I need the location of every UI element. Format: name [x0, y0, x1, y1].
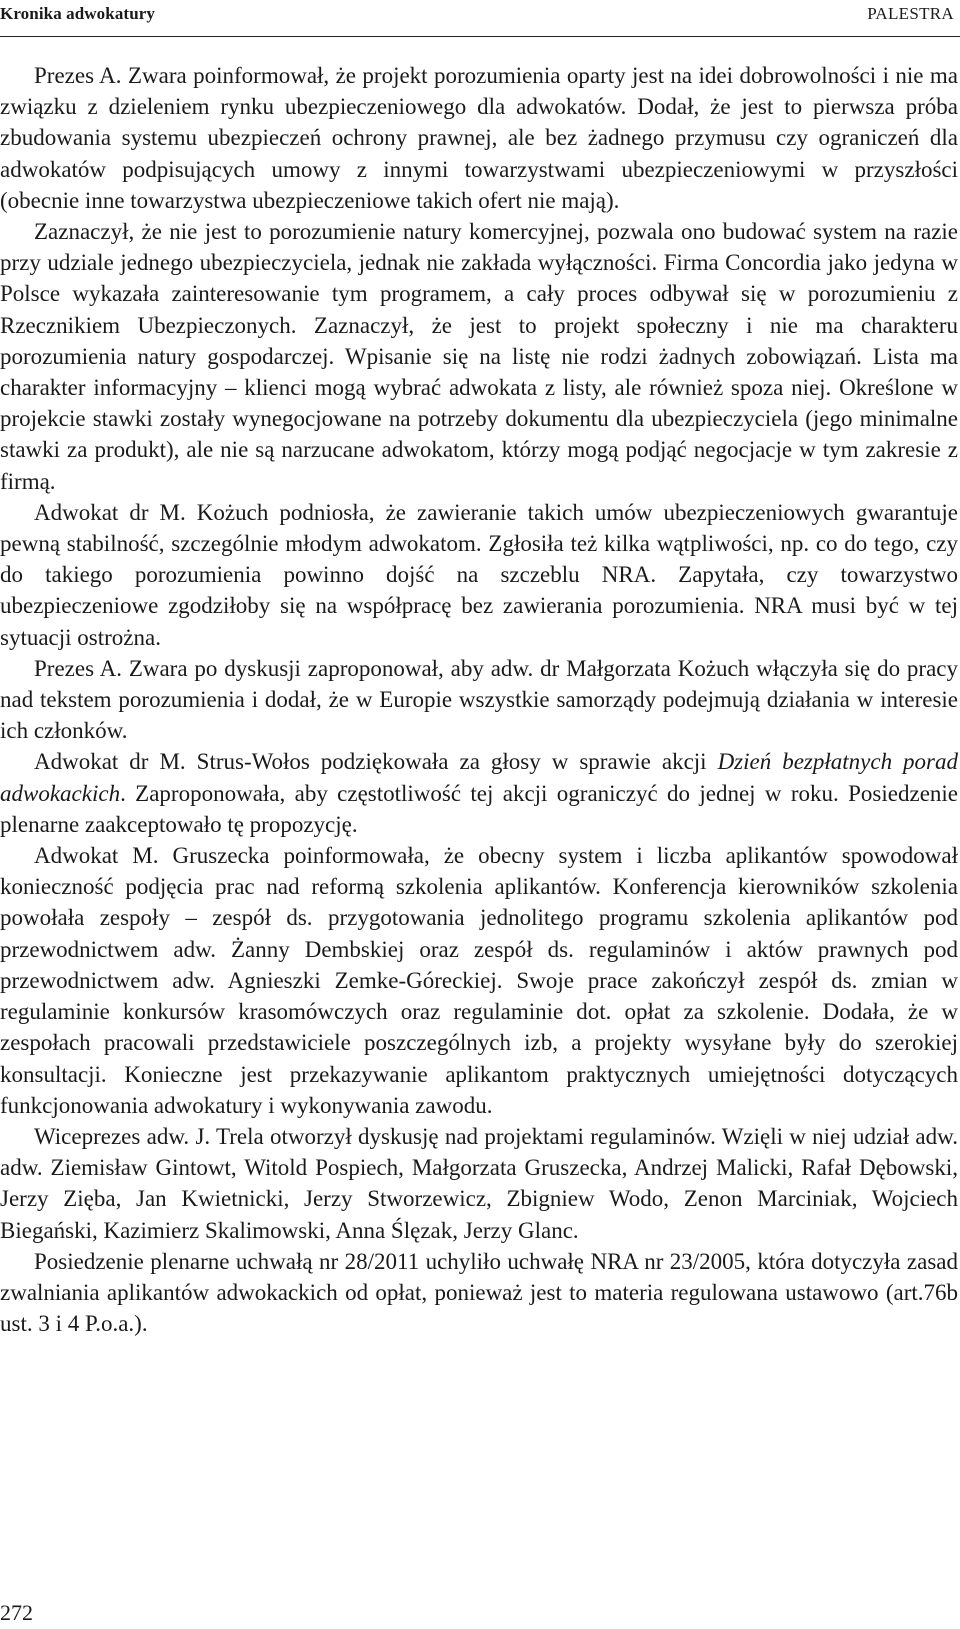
paragraph: Posiedzenie plenarne uchwałą nr 28/2011 uchyliło uchwałę NRA nr 23/2005, która dotyczyła zasad zwalniania aplikantów adwokackich od opłat, ponieważ jest to materia regulowana ustawowo (art.76b ust. 3 i 4 P.o.a.).: [0, 1248, 958, 1337]
paragraph: Prezes A. Zwara poinformował, że projekt porozumienia oparty jest na idei dobrowolności i nie ma związku z dzieleniem rynku ubezpieczeniowego dla adwokatów. Dodał, że jest to pierwsza próba zbudowania systemu ubezpieczeń ochrony prawnej, ale bez żadnego przymusu czy ograniczeń dla adwokatów podpisujących umowy z innymi towarzystwami ubezpieczeniowymi w przyszłości (obecnie inne towarzystwa ubezpieczeniowe takich ofert nie mają).: [0, 63, 958, 213]
paragraph: [0, 746, 958, 840]
paragraph-text: . Zaproponowała, aby częstotliwość tej akcji ograniczyć do jednej w roku. Posiedzenie plenarne zaakceptowało tę propozycję.: [0, 780, 958, 837]
journal-name: PALESTRA: [867, 4, 954, 23]
paragraph-text: Adwokat dr M. Strus-Wołos podziękowała za głosy w sprawie akcji: [34, 749, 718, 775]
section-title: Kronika adwokatury: [0, 4, 155, 23]
paragraph: Zaznaczył, że nie jest to porozumienie natury komercyjnej, pozwala ono budować system na razie przy udziale jednego ubezpieczyciela, jednak nie zakłada wyłączności. Firma Concordia jako jedyna w Polsce wykazała zainteresowanie tym programem, a cały proces odbywał się w porozumieniu z Rzecznikiem Ubezpieczonych. Zaznaczył, że jest to projekt społeczny i nie ma charakteru porozumienia natury gospodarczej. Wpisanie się na listę nie rodzi żadnych zobowiązań. Lista ma charakter informacyjny – klienci mogą wybrać adwokata z listy, ale również spoza niej. Określone w projekcie stawki zostały wynegocjowane na potrzeby dokumentu dla ubezpieczyciela (jego minimalne stawki za produkt), ale nie są narzucane adwokatom, którzy mogą podjąć negocjacje w tym zakresie z firmą.: [0, 219, 958, 494]
event-name-italic: Dzień bezpłatnych porad adwokackich: [0, 749, 959, 806]
paragraph: Adwokat M. Gruszecka poinformowała, że obecny system i liczba aplikantów spowodował konieczność podjęcia prac nad reformą szkolenia aplikantów. Konferencja kierowników szkolenia powołała zespoły – zespół ds. przygotowania jednolitego programu szkolenia aplikantów pod przewodnictwem adw. Żanny Dembskiej oraz zespół ds. regulaminów i aktów prawnych pod przewodnictwem adw. Agnieszki Zemke-Góreckiej. Swoje prace zakończył zespół ds. zmian w regulaminie konkursów krasomówczych oraz regulaminie dot. opłat za szkolenie. Dodała, że w zespołach pracowali przedstawiciele poszczególnych izb, a projekty wysyłane były do szerokiej konsultacji. Konieczne jest przekazywanie aplikantom praktycznych umiejętności dotyczących funkcjonowania adwokatury i wykonywania zawodu.: [0, 843, 958, 1118]
paragraph: Prezes A. Zwara po dyskusji zaproponował, aby adw. dr Małgorzata Kożuch włączyła się do pracy nad tekstem porozumienia i dodał, że w Europie wszystkie samorządy podejmują działania w interesie ich członków.: [0, 655, 958, 744]
article-body: [0, 60, 958, 1339]
paragraph: Wiceprezes adw. J. Trela otworzył dyskusję nad projektami regulaminów. Wzięli w niej udział adw. adw. Ziemisław Gintowt, Witold Pospiech, Małgorzata Gruszecka, Andrzej Malicki, Rafał Dębowski, Jerzy Zięba, Jan Kwietnicki, Jerzy Stworzewicz, Zbigniew Wodo, Zenon Marciniak, Wojciech Biegański, Kazimierz Skalimowski, Anna Ślęzak, Jerzy Glanc.: [0, 1123, 958, 1243]
page-number: 272: [0, 1600, 33, 1625]
running-header: [0, 0, 960, 37]
paragraph: Adwokat dr M. Kożuch podniosła, że zawieranie takich umów ubezpieczeniowych gwarantuje pewną stabilność, szczególnie młodym adwokatom. Zgłosiła też kilka wątpliwości, np. co do tego, czy do takiego porozumienia powinno dojść na szczeblu NRA. Zapytała, czy towarzystwo ubezpieczeniowe zgodziłoby się na współpracę bez zawierania porozumienia. NRA musi być w tej sytuacji ostrożna.: [0, 499, 958, 650]
